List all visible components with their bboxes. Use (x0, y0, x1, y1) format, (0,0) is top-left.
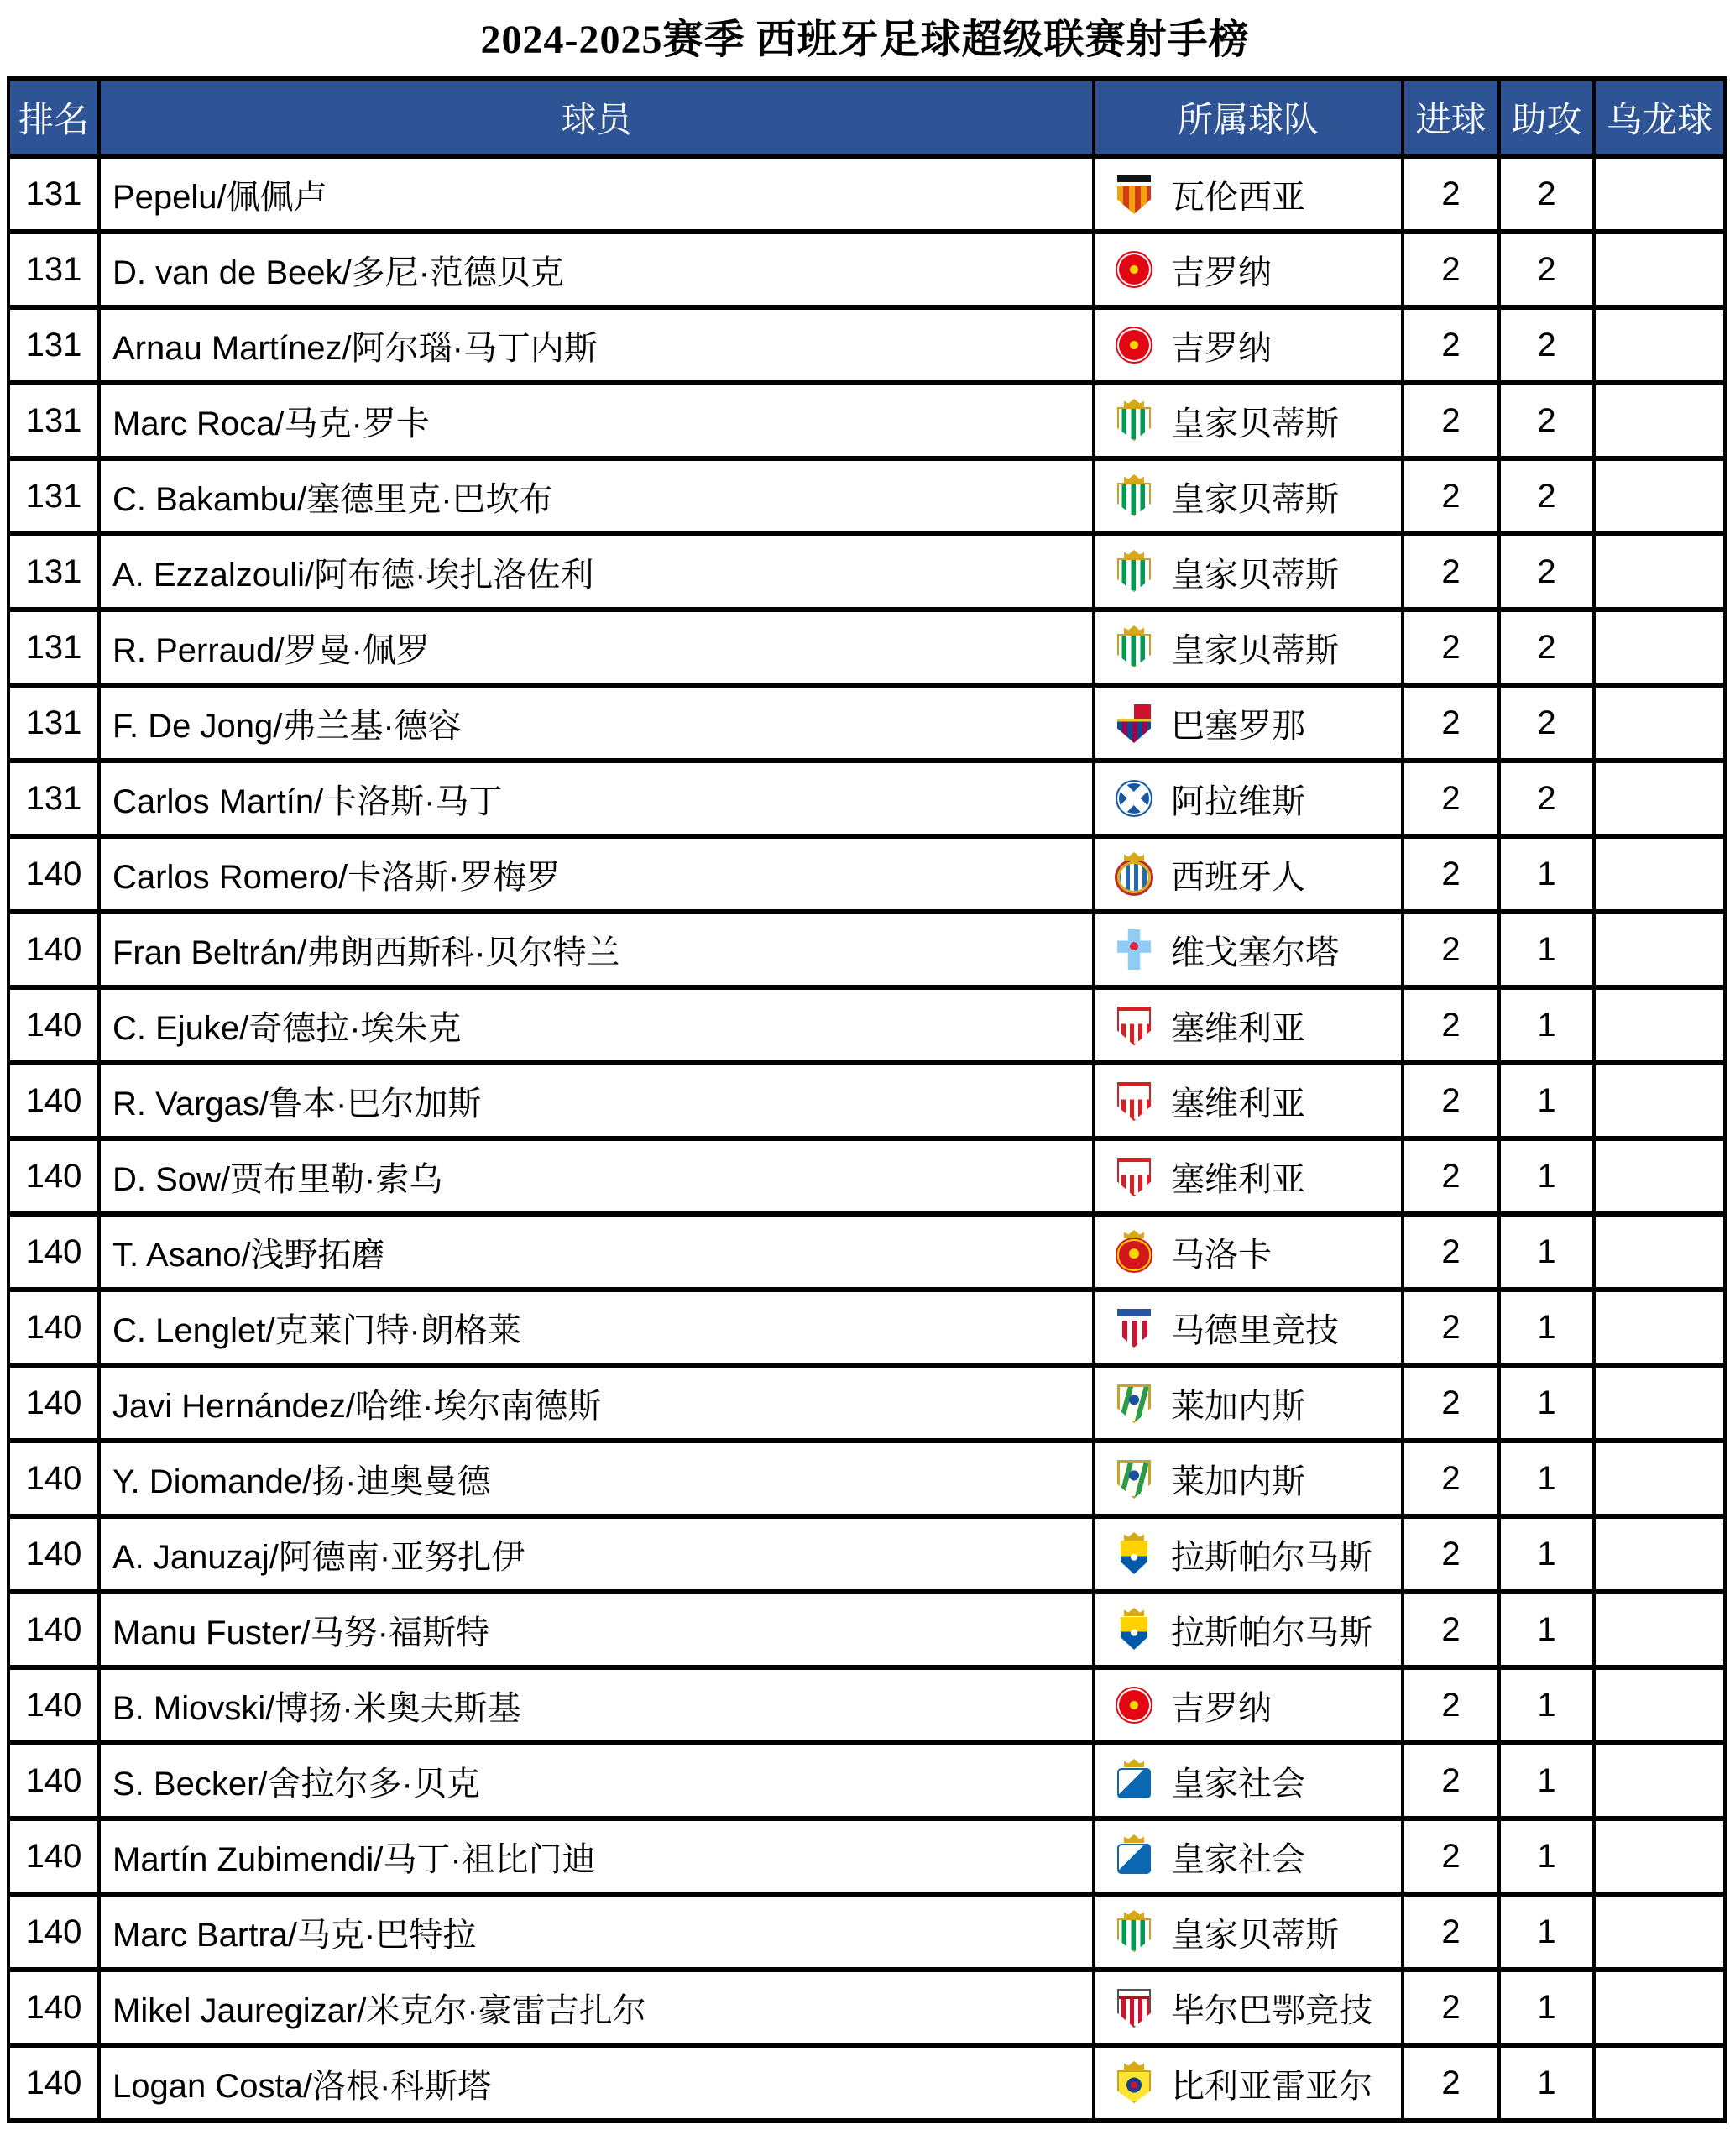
goals-cell: 2 (1403, 1214, 1499, 1290)
own-goals-cell (1594, 1214, 1725, 1290)
goals-cell: 2 (1403, 685, 1499, 761)
player-cell: C. Lenglet/克莱门特·朗格莱 (99, 1290, 1094, 1365)
assists-cell: 1 (1499, 1743, 1594, 1818)
team-name: 塞维利亚 (1171, 1009, 1305, 1047)
player-cell: Pepelu/佩佩卢 (99, 156, 1094, 232)
team-name: 吉罗纳 (1171, 1689, 1272, 1727)
assists-cell: 2 (1499, 458, 1594, 534)
page-title: 2024-2025赛季 西班牙足球超级联赛射手榜 (480, 18, 1250, 62)
table-row (8, 836, 1725, 912)
assists-cell: 1 (1499, 987, 1594, 1063)
sevilla-logo-icon (1114, 1078, 1154, 1123)
assists-cell: 1 (1499, 1970, 1594, 2045)
girona-logo-icon (1114, 1682, 1154, 1728)
leganes-logo-icon (1114, 1456, 1154, 1501)
rank-cell: 140 (8, 1592, 99, 1667)
team-name: 马洛卡 (1171, 1236, 1272, 1274)
rank-cell: 140 (8, 1214, 99, 1290)
rank-cell: 131 (8, 610, 99, 685)
team-cell (1094, 610, 1403, 685)
athletic-logo-icon (1114, 1985, 1154, 2030)
team-cell (1094, 1138, 1403, 1214)
player-cell: Carlos Martín/卡洛斯·马丁 (99, 761, 1094, 836)
own-goals-cell (1594, 2045, 1725, 2121)
own-goals-cell (1594, 1970, 1725, 2045)
laspalmas-logo-icon (1114, 1531, 1154, 1577)
team-cell (1094, 1290, 1403, 1365)
player-cell: Manu Fuster/马努·福斯特 (99, 1592, 1094, 1667)
team-name: 阿拉维斯 (1171, 782, 1305, 820)
goals-cell: 2 (1403, 156, 1499, 232)
rank-cell: 140 (8, 1441, 99, 1516)
rank-cell: 131 (8, 307, 99, 383)
team-cell (1094, 912, 1403, 987)
player-cell: T. Asano/浅野拓磨 (99, 1214, 1094, 1290)
player-cell: C. Bakambu/塞德里克·巴坎布 (99, 458, 1094, 534)
sevilla-logo-icon (1114, 1002, 1154, 1048)
rank-cell: 140 (8, 1063, 99, 1138)
own-goals-cell (1594, 534, 1725, 610)
rank-cell: 140 (8, 1743, 99, 1818)
player-cell: S. Becker/舍拉尔多·贝克 (99, 1743, 1094, 1818)
assists-cell: 1 (1499, 1214, 1594, 1290)
table-row (8, 307, 1725, 383)
table-row (8, 458, 1725, 534)
rank-cell: 131 (8, 761, 99, 836)
header-own-goals: 乌龙球 (1594, 79, 1725, 156)
table-row (8, 1290, 1725, 1365)
betis-logo-icon (1114, 398, 1154, 443)
player-cell: C. Ejuke/奇德拉·埃朱克 (99, 987, 1094, 1063)
own-goals-cell (1594, 912, 1725, 987)
table-body (8, 156, 1725, 2121)
assists-cell: 2 (1499, 307, 1594, 383)
team-name: 塞维利亚 (1171, 1160, 1305, 1198)
own-goals-cell (1594, 1365, 1725, 1441)
assists-cell: 1 (1499, 836, 1594, 912)
table-row (8, 1063, 1725, 1138)
player-cell: Marc Bartra/马克·巴特拉 (99, 1894, 1094, 1970)
goals-cell: 2 (1403, 307, 1499, 383)
team-cell (1094, 534, 1403, 610)
assists-cell: 2 (1499, 534, 1594, 610)
assists-cell: 1 (1499, 1592, 1594, 1667)
rank-cell: 140 (8, 836, 99, 912)
table-row (8, 1365, 1725, 1441)
header-goals: 进球 (1403, 79, 1499, 156)
assists-cell: 1 (1499, 1667, 1594, 1743)
rank-cell: 140 (8, 1516, 99, 1592)
goals-cell: 2 (1403, 836, 1499, 912)
goals-cell: 2 (1403, 1516, 1499, 1592)
goals-cell: 2 (1403, 383, 1499, 458)
alaves-logo-icon (1114, 776, 1154, 821)
header-player: 球员 (99, 79, 1094, 156)
assists-cell: 2 (1499, 761, 1594, 836)
own-goals-cell (1594, 1592, 1725, 1667)
goals-cell: 2 (1403, 1138, 1499, 1214)
table-row (8, 1214, 1725, 1290)
table-row (8, 610, 1725, 685)
rank-cell: 131 (8, 383, 99, 458)
goals-cell: 2 (1403, 1592, 1499, 1667)
atletico-logo-icon (1114, 1305, 1154, 1350)
goals-cell: 2 (1403, 761, 1499, 836)
barcelona-logo-icon (1114, 700, 1154, 746)
rank-cell: 140 (8, 987, 99, 1063)
player-cell: Javi Hernández/哈维·埃尔南德斯 (99, 1365, 1094, 1441)
assists-cell: 1 (1499, 1818, 1594, 1894)
header-assists: 助攻 (1499, 79, 1594, 156)
assists-cell: 1 (1499, 1516, 1594, 1592)
goals-cell: 2 (1403, 534, 1499, 610)
team-cell (1094, 761, 1403, 836)
own-goals-cell (1594, 1441, 1725, 1516)
team-cell (1094, 1063, 1403, 1138)
table-row (8, 987, 1725, 1063)
team-name: 皇家贝蒂斯 (1171, 1916, 1339, 1954)
team-name: 塞维利亚 (1171, 1085, 1305, 1122)
scorers-table (7, 76, 1727, 2123)
leganes-logo-icon (1114, 1380, 1154, 1426)
goals-cell: 2 (1403, 1290, 1499, 1365)
table-row (8, 156, 1725, 232)
team-cell (1094, 2045, 1403, 2121)
team-cell (1094, 1667, 1403, 1743)
rank-cell: 140 (8, 1970, 99, 2045)
table-row (8, 383, 1725, 458)
own-goals-cell (1594, 1818, 1725, 1894)
team-cell (1094, 1743, 1403, 1818)
goals-cell: 2 (1403, 610, 1499, 685)
table-row (8, 1516, 1725, 1592)
rank-cell: 131 (8, 156, 99, 232)
team-name: 吉罗纳 (1171, 329, 1272, 367)
rank-cell: 140 (8, 912, 99, 987)
table-row (8, 761, 1725, 836)
goals-cell: 2 (1403, 1667, 1499, 1743)
player-cell: Logan Costa/洛根·科斯塔 (99, 2045, 1094, 2121)
team-name: 皇家贝蒂斯 (1171, 556, 1339, 594)
rank-cell: 140 (8, 1667, 99, 1743)
team-cell (1094, 383, 1403, 458)
goals-cell: 2 (1403, 232, 1499, 307)
own-goals-cell (1594, 610, 1725, 685)
assists-cell: 1 (1499, 1063, 1594, 1138)
own-goals-cell (1594, 1063, 1725, 1138)
own-goals-cell (1594, 1516, 1725, 1592)
sevilla-logo-icon (1114, 1154, 1154, 1199)
goals-cell: 2 (1403, 1818, 1499, 1894)
assists-cell: 2 (1499, 156, 1594, 232)
rank-cell: 131 (8, 458, 99, 534)
table-row (8, 232, 1725, 307)
team-cell (1094, 1441, 1403, 1516)
team-name: 皇家贝蒂斯 (1171, 631, 1339, 669)
own-goals-cell (1594, 1667, 1725, 1743)
player-cell: R. Perraud/罗曼·佩罗 (99, 610, 1094, 685)
goals-cell: 2 (1403, 1063, 1499, 1138)
team-cell (1094, 1516, 1403, 1592)
player-cell: Marc Roca/马克·罗卡 (99, 383, 1094, 458)
villarreal-logo-icon (1114, 2060, 1154, 2106)
celta-logo-icon (1114, 927, 1154, 972)
rank-cell: 131 (8, 534, 99, 610)
own-goals-cell (1594, 307, 1725, 383)
valencia-logo-icon (1114, 171, 1154, 217)
own-goals-cell (1594, 458, 1725, 534)
player-cell: F. De Jong/弗兰基·德容 (99, 685, 1094, 761)
goals-cell: 2 (1403, 1970, 1499, 2045)
team-name: 巴塞罗那 (1171, 707, 1305, 745)
assists-cell: 1 (1499, 1365, 1594, 1441)
team-cell (1094, 458, 1403, 534)
team-cell (1094, 1214, 1403, 1290)
rank-cell: 140 (8, 1818, 99, 1894)
mallorca-logo-icon (1114, 1229, 1154, 1274)
rank-cell: 140 (8, 1894, 99, 1970)
player-cell: R. Vargas/鲁本·巴尔加斯 (99, 1063, 1094, 1138)
own-goals-cell (1594, 685, 1725, 761)
team-name: 维戈塞尔塔 (1171, 934, 1339, 971)
team-name: 比利亚雷亚尔 (1171, 2067, 1372, 2105)
team-name: 皇家贝蒂斯 (1171, 480, 1339, 518)
team-name: 瓦伦西亚 (1171, 178, 1305, 216)
assists-cell: 1 (1499, 2045, 1594, 2121)
goals-cell: 2 (1403, 1365, 1499, 1441)
player-cell: Y. Diomande/扬·迪奥曼德 (99, 1441, 1094, 1516)
team-cell (1094, 1970, 1403, 2045)
team-cell (1094, 987, 1403, 1063)
goals-cell: 2 (1403, 987, 1499, 1063)
assists-cell: 1 (1499, 912, 1594, 987)
player-cell: Carlos Romero/卡洛斯·罗梅罗 (99, 836, 1094, 912)
team-cell (1094, 1365, 1403, 1441)
table-row (8, 1667, 1725, 1743)
team-name: 皇家社会 (1171, 1840, 1305, 1878)
player-cell: Fran Beltrán/弗朗西斯科·贝尔特兰 (99, 912, 1094, 987)
rank-cell: 140 (8, 1290, 99, 1365)
table-row (8, 1592, 1725, 1667)
own-goals-cell (1594, 987, 1725, 1063)
rank-cell: 131 (8, 685, 99, 761)
table-row (8, 1970, 1725, 2045)
team-cell (1094, 156, 1403, 232)
table-row (8, 2045, 1725, 2121)
table-row (8, 1138, 1725, 1214)
assists-cell: 2 (1499, 685, 1594, 761)
player-cell: Arnau Martínez/阿尔瑙·马丁内斯 (99, 307, 1094, 383)
own-goals-cell (1594, 156, 1725, 232)
player-cell: D. Sow/贾布里勒·索乌 (99, 1138, 1094, 1214)
espanyol-logo-icon (1114, 851, 1154, 897)
header-row (8, 79, 1725, 156)
assists-cell: 1 (1499, 1138, 1594, 1214)
goals-cell: 2 (1403, 1441, 1499, 1516)
rank-cell: 140 (8, 1365, 99, 1441)
rank-cell: 140 (8, 1138, 99, 1214)
rank-cell: 131 (8, 232, 99, 307)
assists-cell: 1 (1499, 1290, 1594, 1365)
goals-cell: 2 (1403, 2045, 1499, 2121)
own-goals-cell (1594, 1894, 1725, 1970)
header-team: 所属球队 (1094, 79, 1403, 156)
own-goals-cell (1594, 1743, 1725, 1818)
header-rank: 排名 (8, 79, 99, 156)
assists-cell: 2 (1499, 383, 1594, 458)
laspalmas-logo-icon (1114, 1607, 1154, 1652)
table-row (8, 1743, 1725, 1818)
table-row (8, 1818, 1725, 1894)
goals-cell: 2 (1403, 1743, 1499, 1818)
assists-cell: 1 (1499, 1894, 1594, 1970)
betis-logo-icon (1114, 474, 1154, 519)
betis-logo-icon (1114, 1909, 1154, 1955)
goals-cell: 2 (1403, 912, 1499, 987)
player-cell: Martín Zubimendi/马丁·祖比门迪 (99, 1818, 1094, 1894)
team-cell (1094, 1592, 1403, 1667)
team-name: 皇家贝蒂斯 (1171, 405, 1339, 442)
team-name: 马德里竞技 (1171, 1311, 1339, 1349)
rank-cell: 140 (8, 2045, 99, 2121)
team-cell (1094, 1818, 1403, 1894)
team-cell (1094, 307, 1403, 383)
table-row (8, 685, 1725, 761)
own-goals-cell (1594, 232, 1725, 307)
player-cell: A. Januzaj/阿德南·亚努扎伊 (99, 1516, 1094, 1592)
team-name: 莱加内斯 (1171, 1463, 1305, 1500)
team-name: 皇家社会 (1171, 1765, 1305, 1803)
assists-cell: 1 (1499, 1441, 1594, 1516)
table-row (8, 1441, 1725, 1516)
goals-cell: 2 (1403, 1894, 1499, 1970)
team-name: 拉斯帕尔马斯 (1171, 1538, 1372, 1576)
assists-cell: 2 (1499, 232, 1594, 307)
team-cell (1094, 836, 1403, 912)
table-row (8, 912, 1725, 987)
table-row (8, 1894, 1725, 1970)
team-name: 吉罗纳 (1171, 254, 1272, 291)
player-cell: B. Miovski/博扬·米奥夫斯基 (99, 1667, 1094, 1743)
assists-cell: 2 (1499, 610, 1594, 685)
table-row (8, 534, 1725, 610)
own-goals-cell (1594, 1138, 1725, 1214)
team-name: 毕尔巴鄂竞技 (1171, 1991, 1372, 2029)
betis-logo-icon (1114, 625, 1154, 670)
own-goals-cell (1594, 761, 1725, 836)
player-cell: Mikel Jauregizar/米克尔·豪雷吉扎尔 (99, 1970, 1094, 2045)
team-name: 拉斯帕尔马斯 (1171, 1614, 1372, 1651)
realsociedad-logo-icon (1114, 1834, 1154, 1879)
realsociedad-logo-icon (1114, 1758, 1154, 1803)
table-header (8, 79, 1725, 156)
goals-cell: 2 (1403, 458, 1499, 534)
team-cell (1094, 685, 1403, 761)
betis-logo-icon (1114, 549, 1154, 594)
own-goals-cell (1594, 836, 1725, 912)
own-goals-cell (1594, 1290, 1725, 1365)
team-name: 西班牙人 (1171, 858, 1305, 896)
team-cell (1094, 232, 1403, 307)
player-cell: A. Ezzalzouli/阿布德·埃扎洛佐利 (99, 534, 1094, 610)
player-cell: D. van de Beek/多尼·范德贝克 (99, 232, 1094, 307)
girona-logo-icon (1114, 322, 1154, 368)
own-goals-cell (1594, 383, 1725, 458)
team-cell (1094, 1894, 1403, 1970)
girona-logo-icon (1114, 247, 1154, 292)
team-name: 莱加内斯 (1171, 1387, 1305, 1425)
